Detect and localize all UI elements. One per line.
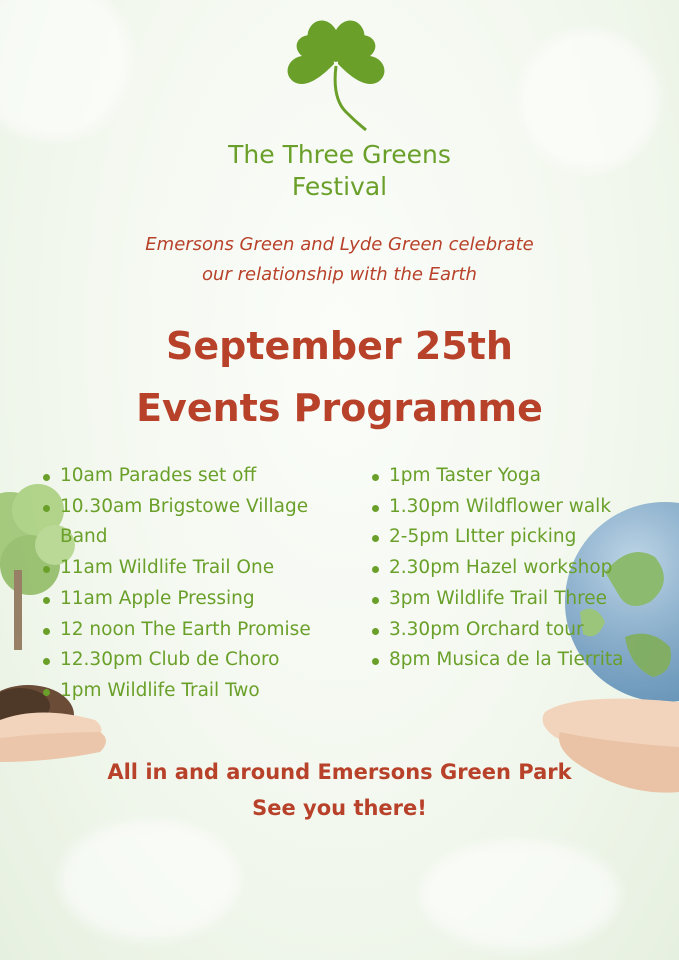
subtitle-line-2: our relationship with the Earth — [202, 264, 477, 285]
venue-line: All in and around Emersons Green Park — [107, 760, 572, 784]
event-item: 2.30pm Hazel workshop — [369, 553, 669, 584]
event-item — [40, 492, 360, 553]
event-item: 12 noon The Earth Promise — [40, 615, 360, 646]
event-item: 11am Apple Pressing — [40, 584, 360, 615]
bokeh-light — [420, 840, 620, 950]
event-item: 1pm Taster Yoga — [369, 461, 669, 492]
event-item: 1pm Wildlife Trail Two — [40, 676, 360, 707]
festival-title-line-1: The Three Greens — [228, 140, 451, 169]
subtitle-line-1: Emersons Green and Lyde Green celebrate — [145, 234, 534, 255]
event-text-continued: Band — [60, 526, 108, 548]
festival-title-line-2: Festival — [291, 172, 388, 201]
event-item: 1.30pm Wildflower walk — [369, 492, 669, 523]
date-heading: September 25th — [166, 324, 513, 368]
shamrock-icon — [286, 10, 386, 135]
bokeh-light — [60, 820, 240, 940]
event-text: 10.30am Brigstowe Village — [60, 495, 309, 517]
events-list-right — [369, 461, 669, 676]
programme-heading: Events Programme — [136, 386, 543, 430]
event-item: 3pm Wildlife Trail Three — [369, 584, 669, 615]
closing-line: See you there! — [252, 796, 427, 820]
event-item: 11am Wildlife Trail One — [40, 553, 360, 584]
event-item: 10am Parades set off — [40, 461, 360, 492]
event-item: 3.30pm Orchard tour — [369, 615, 669, 646]
bokeh-light — [0, 0, 130, 140]
event-item: 2-5pm LItter picking — [369, 522, 669, 553]
events-list-left — [40, 461, 360, 707]
event-item: 8pm Musica de la Tierrita — [369, 645, 669, 676]
event-item: 12.30pm Club de Choro — [40, 645, 360, 676]
